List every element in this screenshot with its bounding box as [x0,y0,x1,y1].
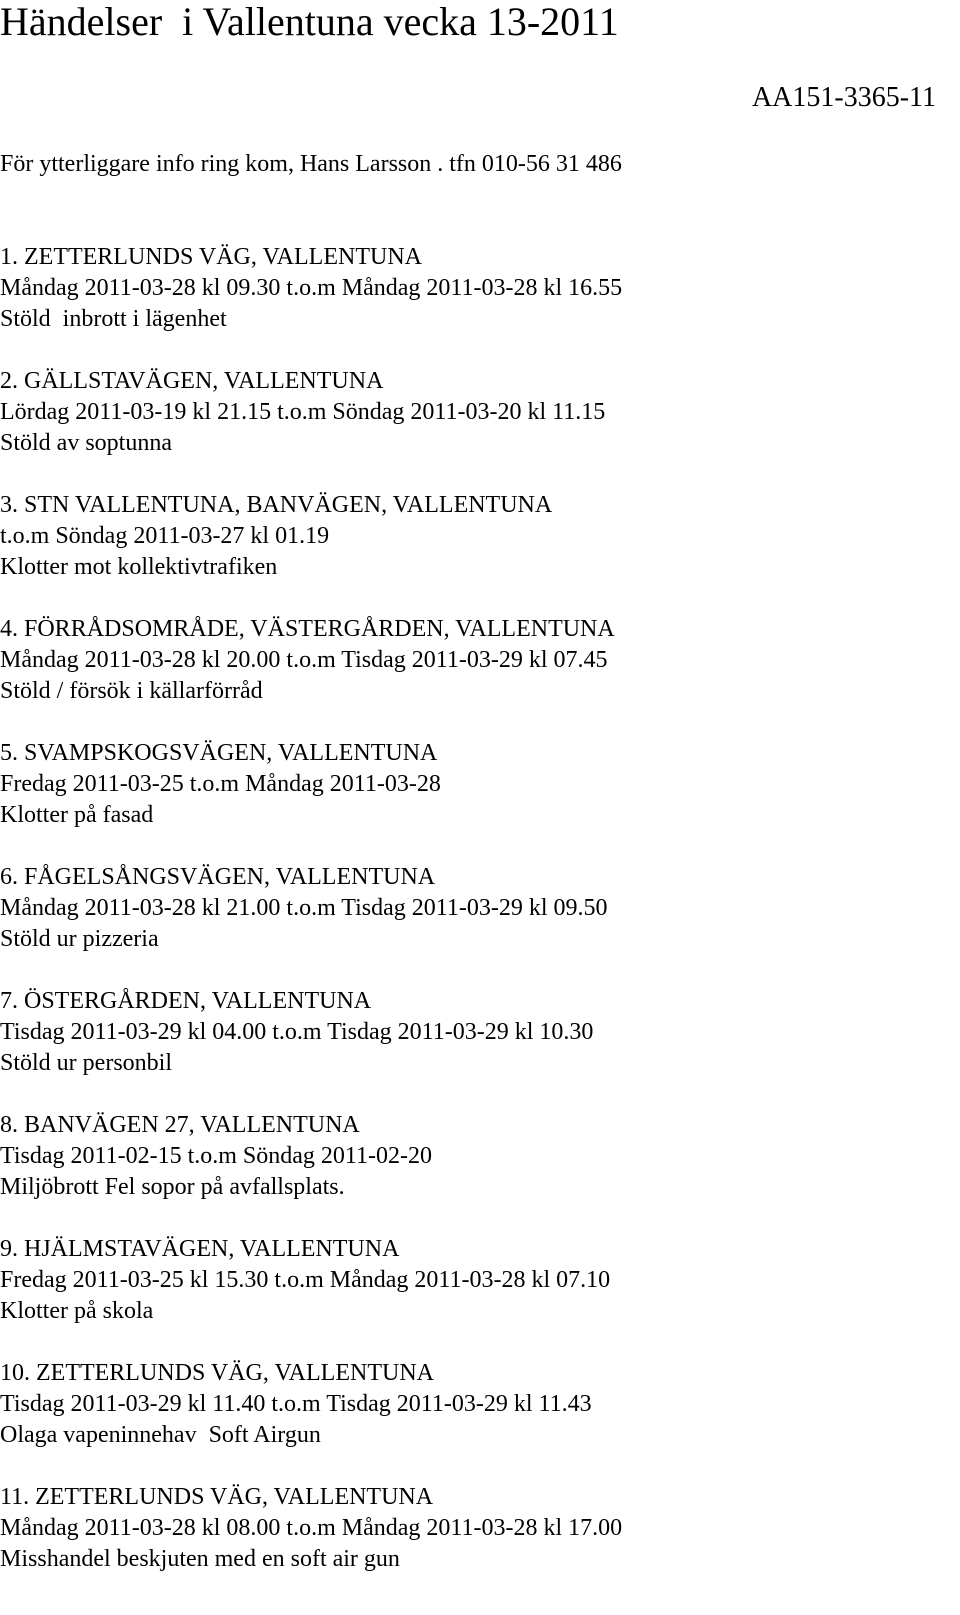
event-location: 6. FÅGELSÅNGSVÄGEN, VALLENTUNA [0,864,436,890]
event-description: Stöld ur personbil [0,1050,172,1076]
event-time: Tisdag 2011-03-29 kl 04.00 t.o.m Tisdag 2011-03-29 kl 10.30 [0,1019,594,1045]
event-description: Stöld inbrott i lägenhet [0,306,227,332]
event-item [0,1358,960,1451]
event-item [0,1110,960,1203]
event-location: 8. BANVÄGEN 27, VALLENTUNA [0,1112,360,1138]
event-item [0,490,960,583]
event-item [0,1482,960,1575]
event-item [0,986,960,1079]
event-location: 3. STN VALLENTUNA, BANVÄGEN, VALLENTUNA [0,492,553,518]
event-item [0,366,960,459]
event-description: Stöld / försök i källarförråd [0,678,263,704]
event-time: Lördag 2011-03-19 kl 21.15 t.o.m Söndag 2011-03-20 kl 11.15 [0,399,606,425]
reference-number: AA151-3365-11 [751,82,936,113]
event-location: 7. ÖSTERGÅRDEN, VALLENTUNA [0,988,372,1014]
event-location: 9. HJÄLMSTAVÄGEN, VALLENTUNA [0,1236,400,1262]
event-time: Måndag 2011-03-28 kl 09.30 t.o.m Måndag 2011-03-28 kl 16.55 [0,275,623,301]
event-time: Tisdag 2011-03-29 kl 11.40 t.o.m Tisdag 2011-03-29 kl 11.43 [0,1391,592,1417]
event-item [0,862,960,955]
event-list [0,242,960,1606]
event-time: Tisdag 2011-02-15 t.o.m Söndag 2011-02-20 [0,1143,432,1169]
event-location: 11. ZETTERLUNDS VÄG, VALLENTUNA [0,1484,434,1510]
event-location: 2. GÄLLSTAVÄGEN, VALLENTUNA [0,368,384,394]
event-location: 10. ZETTERLUNDS VÄG, VALLENTUNA [0,1360,434,1386]
event-location: 4. FÖRRÅDSOMRÅDE, VÄSTERGÅRDEN, VALLENTUNA [0,616,615,642]
event-location: 5. SVAMPSKOGSVÄGEN, VALLENTUNA [0,740,438,766]
event-time: Fredag 2011-03-25 kl 15.30 t.o.m Måndag 2011-03-28 kl 07.10 [0,1267,611,1293]
event-item [0,242,960,335]
contact-info: För ytterliggare info ring kom, Hans Larsson . tfn 010-56 31 486 [0,151,622,177]
event-description: Klotter på skola [0,1298,154,1324]
event-item [0,1234,960,1327]
event-description: Stöld ur pizzeria [0,926,159,952]
event-description: Klotter mot kollektivtrafiken [0,554,278,580]
event-item [0,738,960,831]
event-description: Misshandel beskjuten med en soft air gun [0,1546,400,1572]
event-location: 1. ZETTERLUNDS VÄG, VALLENTUNA [0,244,422,270]
event-description: Stöld av soptunna [0,430,172,456]
event-time: Måndag 2011-03-28 kl 20.00 t.o.m Tisdag 2011-03-29 kl 07.45 [0,647,608,673]
page-title: Händelser i Vallentuna vecka 13-2011 [0,0,619,44]
event-description: Miljöbrott Fel sopor på avfallsplats. [0,1174,345,1200]
event-time: t.o.m Söndag 2011-03-27 kl 01.19 [0,523,330,549]
event-description: Klotter på fasad [0,802,154,828]
event-time: Måndag 2011-03-28 kl 21.00 t.o.m Tisdag 2011-03-29 kl 09.50 [0,895,608,921]
event-description: Olaga vapeninnehav Soft Airgun [0,1422,321,1448]
event-time: Fredag 2011-03-25 t.o.m Måndag 2011-03-28 [0,771,441,797]
event-time: Måndag 2011-03-28 kl 08.00 t.o.m Måndag 2011-03-28 kl 17.00 [0,1515,623,1541]
event-item [0,614,960,707]
